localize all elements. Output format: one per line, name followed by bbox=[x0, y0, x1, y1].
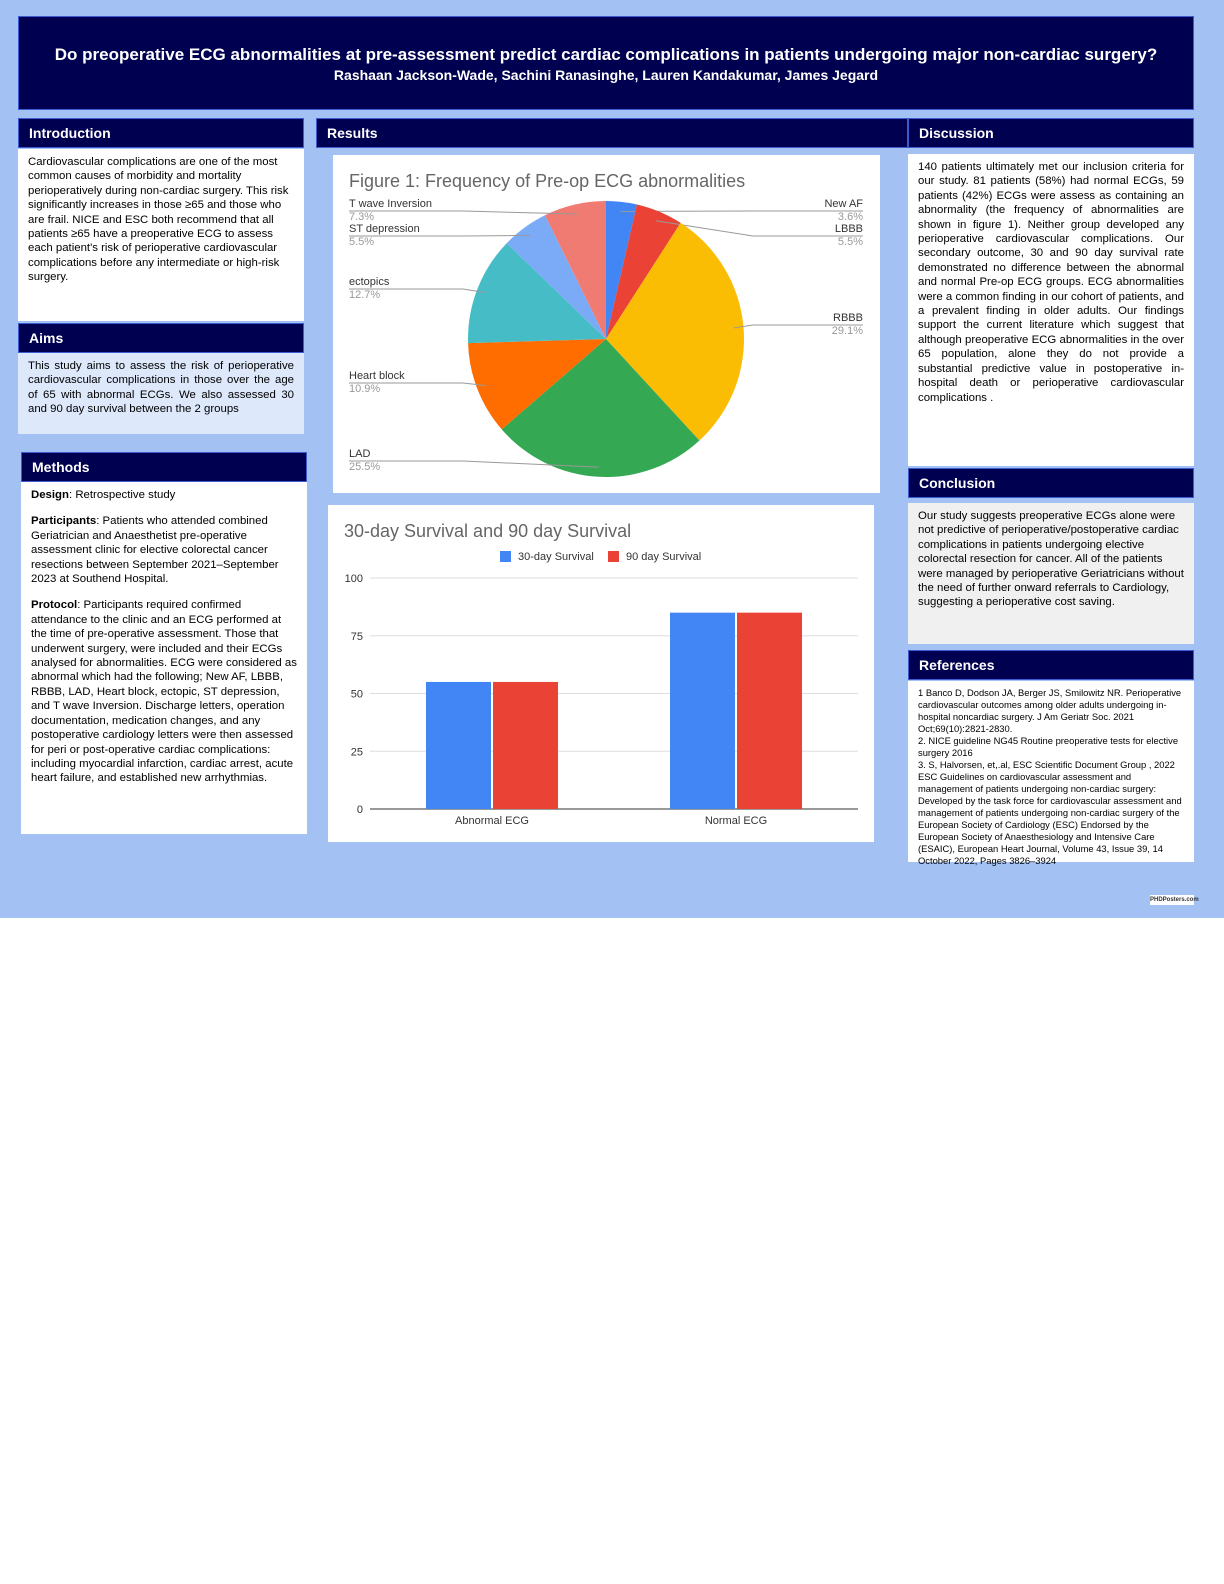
pie-value-label: 10.9% bbox=[349, 383, 381, 395]
x-tick-label: Normal ECG bbox=[704, 815, 768, 827]
methods-body bbox=[21, 482, 307, 834]
bar-30-day-survival-normal-ecg bbox=[670, 613, 735, 809]
pie-value-label: 5.5% bbox=[349, 236, 375, 248]
y-tick-label: 0 bbox=[356, 804, 363, 816]
pie-label: LAD bbox=[349, 448, 371, 460]
reference-item: 2. NICE guideline NG45 Routine preoperative tests for elective surgery 2016 bbox=[918, 735, 1179, 758]
bar-chart-title: 30-day Survival and 90 day Survival bbox=[344, 521, 632, 541]
bar-90-day-survival-abnormal-ecg bbox=[493, 682, 558, 809]
pie-leader-line bbox=[349, 211, 577, 214]
introduction-text: Cardiovascular complications are one of the most common causes of morbidity and mortality perioperatively during non-cardiac surgery. This risk significantly increases in those ≥65 and those who are frail. NICE and ESC both recommend that all patients ≥65 have a preoperative ECG to assess each patient's risk of perioperative cardiovascular complications before any intermediate or high-risk surgery. bbox=[18, 149, 304, 321]
pie-label: RBBB bbox=[833, 312, 863, 324]
bar-90-day-survival-normal-ecg bbox=[737, 613, 802, 809]
aims-heading: Aims bbox=[18, 323, 304, 353]
pie-chart bbox=[333, 155, 880, 493]
pie-label: New AF bbox=[824, 198, 863, 210]
methods-participants: Participants: Patients who attended combined Geriatrician and Anaesthetist pre-operative assessment clinic for elective colorectal cancer resections between September 2021–September 2023 at Southend Hospital. bbox=[31, 515, 279, 586]
pie-value-label: 29.1% bbox=[831, 325, 863, 337]
discussion-text: 140 patients ultimately met our inclusion criteria for our study. 81 patients (58%) had normal ECGs, 59 patients (42%) ECGs were assess as containing an abnormality (the frequency of abnormalities are shown in figure 1). Neither group developed any perioperative cardiovascular complications. Our secondary outcome, 30 and 90 day survival rate demonstrated no difference between the abnormal and normal Pre-op ECG groups. ECG abnormalities were a common finding in our cohort of patients, and a prevalent finding in older adults. Our findings support the current literature which suggest that although preoperative ECG abnormalities in the over 65 population, alone they do not provide a substantial predictive value in postoperative in-hospital death or perioperative cardiovascular complications . bbox=[908, 154, 1194, 466]
poster-title: Do preoperative ECG abnormalities at pre-assessment predict cardiac complications in patients undergoing major non-cardiac surgery? bbox=[54, 45, 1158, 64]
results-heading: Results bbox=[316, 118, 908, 148]
pie-label: ectopics bbox=[349, 276, 390, 288]
pie-leader-line bbox=[349, 235, 530, 236]
conclusion-heading: Conclusion bbox=[908, 468, 1194, 498]
y-tick-label: 100 bbox=[344, 573, 363, 585]
pie-value-label: 5.5% bbox=[837, 236, 863, 248]
pie-chart-panel bbox=[333, 155, 880, 493]
pie-value-label: 3.6% bbox=[837, 211, 863, 223]
pie-value-label: 12.7% bbox=[349, 289, 381, 301]
references-list bbox=[908, 681, 1194, 866]
discussion-heading: Discussion bbox=[908, 118, 1194, 148]
pie-label: ST depression bbox=[349, 223, 420, 235]
authors: Rashaan Jackson-Wade, Sachini Ranasinghe, Lauren Kandakumar, James Jegard bbox=[333, 67, 879, 83]
reference-item: 1 Banco D, Dodson JA, Berger JS, Smilowitz NR. Perioperative cardiovascular outcomes among older adults undergoing in-hospital noncardiac surgery. J Am Geriatr Soc. 2021 Oct;69(10):2821-2830. bbox=[918, 687, 1182, 734]
legend-label: 30-day Survival bbox=[518, 551, 594, 563]
legend-label: 90 day Survival bbox=[626, 551, 702, 563]
bar-chart bbox=[328, 505, 874, 842]
methods-design: Design: Retrospective study bbox=[31, 489, 176, 501]
introduction-heading: Introduction bbox=[18, 118, 304, 148]
aims-text: This study aims to assess the risk of perioperative cardiovascular complications in those over the age of 65 with abnormal ECGs. We also assessed 30 and 90 day survival between the 2 groups bbox=[18, 353, 304, 434]
pie-label: Heart block bbox=[349, 370, 405, 382]
references-heading: References bbox=[908, 650, 1194, 680]
x-tick-label: Abnormal ECG bbox=[455, 815, 529, 827]
pie-label: LBBB bbox=[834, 223, 863, 235]
y-tick-label: 75 bbox=[350, 630, 363, 643]
pie-chart-title: Figure 1: Frequency of Pre-op ECG abnormalities bbox=[349, 171, 746, 191]
methods-heading: Methods bbox=[21, 452, 307, 482]
methods-protocol: Protocol: Participants required confirmed attendance to the clinic and an ECG performed at the time of pre-operative assessment. Those that underwent surgery, were included and their ECGs analysed for abnormalities. ECG were considered as abnormal which had the following; New AF, LBBB, RBBB, LAD, Heart block, ectopic, ST depression, and T wave Inversion. Discharge letters, operation documentation, medication changes, and any postoperative cardiology letters were then assessed for peri or post-operative cardiac complications: including myocardial infarction, cardiac arrest, acute heart failure, and established new arrhythmias. bbox=[31, 599, 297, 785]
bar-30-day-survival-abnormal-ecg bbox=[426, 682, 491, 809]
pie-value-label: 25.5% bbox=[349, 461, 381, 473]
y-tick-label: 25 bbox=[350, 746, 363, 759]
phdposters-logo: PHDPosters.com bbox=[1150, 897, 1199, 903]
bar-chart-panel bbox=[328, 505, 874, 842]
legend-swatch bbox=[608, 551, 619, 562]
y-tick-label: 50 bbox=[350, 688, 363, 701]
reference-item: 3. S, Halvorsen, et,.al, ESC Scientific Document Group , 2022 ESC Guidelines on cardiovascular assessment and management of patients undergoing non-cardiac surgery: Developed by the task force for cardiovascular assessment and management of patients undergoing non-cardiac surgery of the European Society of Cardiology (ESC) Endorsed by the European Society of Anaesthesiology and Intensive Care (ESAIC), European Heart Journal, Volume 43, Issue 39, 14 October 2022, Pages 3826–3924 bbox=[918, 759, 1182, 866]
pie-label: T wave Inversion bbox=[349, 198, 432, 210]
poster-header bbox=[18, 16, 1194, 110]
pie-value-label: 7.3% bbox=[349, 211, 375, 223]
conclusion-text: Our study suggests preoperative ECGs alone were not predictive of perioperative/postoperative cardiac complications in patients undergoing elective colorectal resection for cancer. All of the patients were managed by perioperative Geriatricians without the need of further onward referrals to Cardiology, suggesting a perioperative cost saving. bbox=[908, 503, 1194, 644]
legend-swatch bbox=[500, 551, 511, 562]
